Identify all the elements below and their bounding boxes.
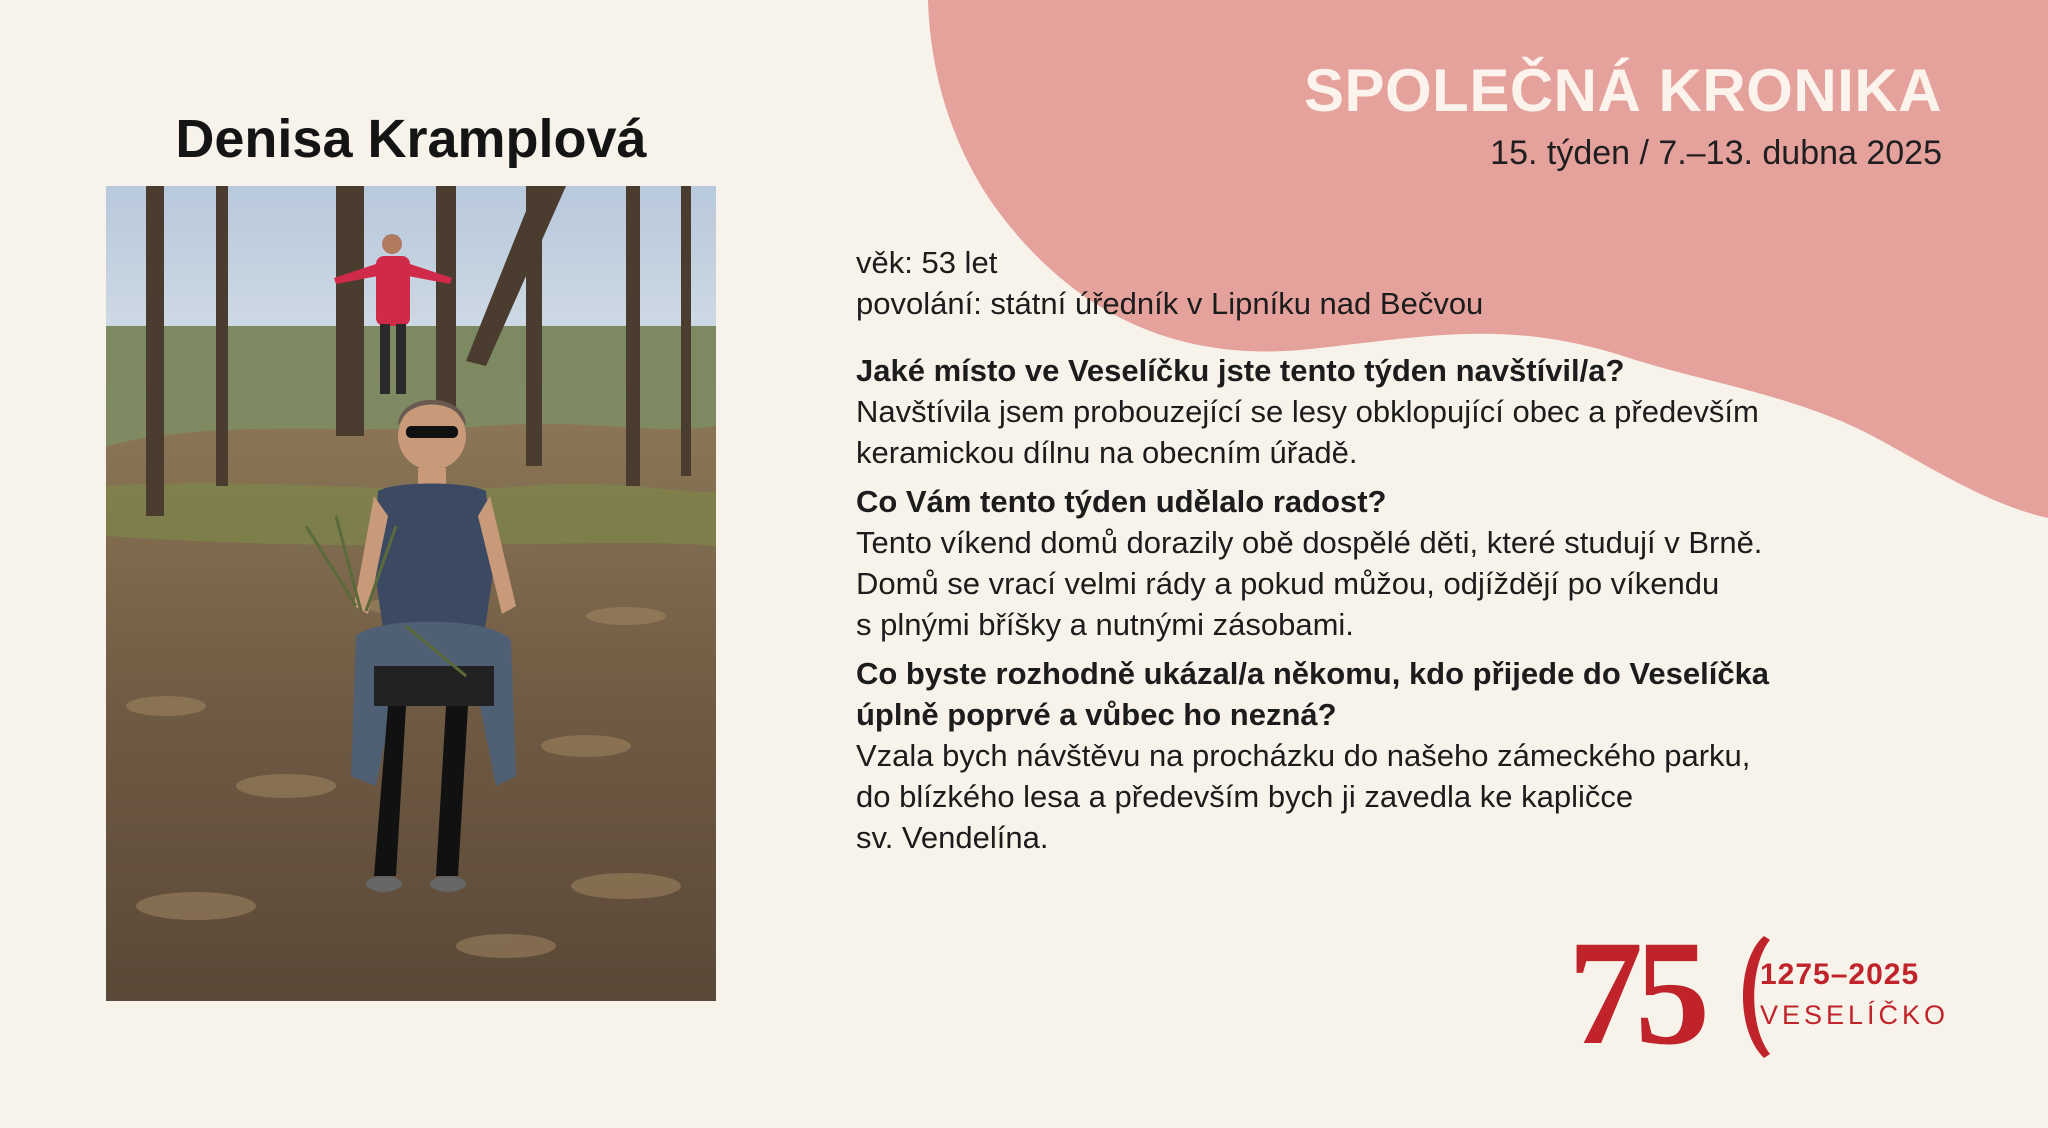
profile-content <box>856 242 1976 858</box>
question: Jaké místo ve Veselíčku jste tento týden navštívil/a? <box>856 353 1625 388</box>
person-name: Denisa Kramplová <box>175 109 647 169</box>
answer-line: Navštívila jsem probouzející se lesy obklopující obec a především <box>856 394 1759 429</box>
question-line: Co byste rozhodně ukázal/a někomu, kdo přijede do Veselíčka <box>856 656 1770 691</box>
logo-years: 1275–2025 <box>1760 958 1920 991</box>
answer-line: s plnými bříšky a nutnými zásobami. <box>856 607 1354 642</box>
occupation-line: povolání: státní úředník v Lipníku nad Bečvou <box>856 286 1484 321</box>
qa-item-joy <box>856 481 1976 645</box>
answer-line: Tento víkend domů dorazily obě dospělé děti, které studují v Brně. <box>856 525 1763 560</box>
answer-line: Vzala bych návštěvu na procházku do našeho zámeckého parku, <box>856 738 1751 773</box>
answer-line: do blízkého lesa a především bych ji zavedla ke kapličce <box>856 779 1634 814</box>
forest-photo-illustration <box>106 186 716 1001</box>
answer-line: keramickou dílnu na obecním úřadě. <box>856 435 1358 470</box>
portrait-photo <box>106 186 716 1001</box>
question: Co Vám tento týden udělalo radost? <box>856 484 1387 519</box>
answer-line: sv. Vendelína. <box>856 820 1049 855</box>
chronicle-title: SPOLEČNÁ KRONIKA <box>1303 57 1942 124</box>
anniversary-logo <box>1568 910 1950 1076</box>
age-line: věk: 53 let <box>856 245 998 280</box>
logo-paren-mark <box>1724 918 1784 1068</box>
week-date-range: 15. týden / 7.–13. dubna 2025 <box>1490 134 1942 172</box>
question-line: úplně poprvé a vůbec ho nezná? <box>856 697 1337 732</box>
qa-item-place-visited <box>856 350 1976 473</box>
qa-item-show-visitor <box>856 653 1976 858</box>
logo-town: VESELÍČKO <box>1760 1000 1950 1030</box>
answer-line: Domů se vrací velmi rády a pokud můžou, odjíždějí po víkendu <box>856 566 1720 601</box>
logo-number: 75 <box>1568 910 1702 1076</box>
